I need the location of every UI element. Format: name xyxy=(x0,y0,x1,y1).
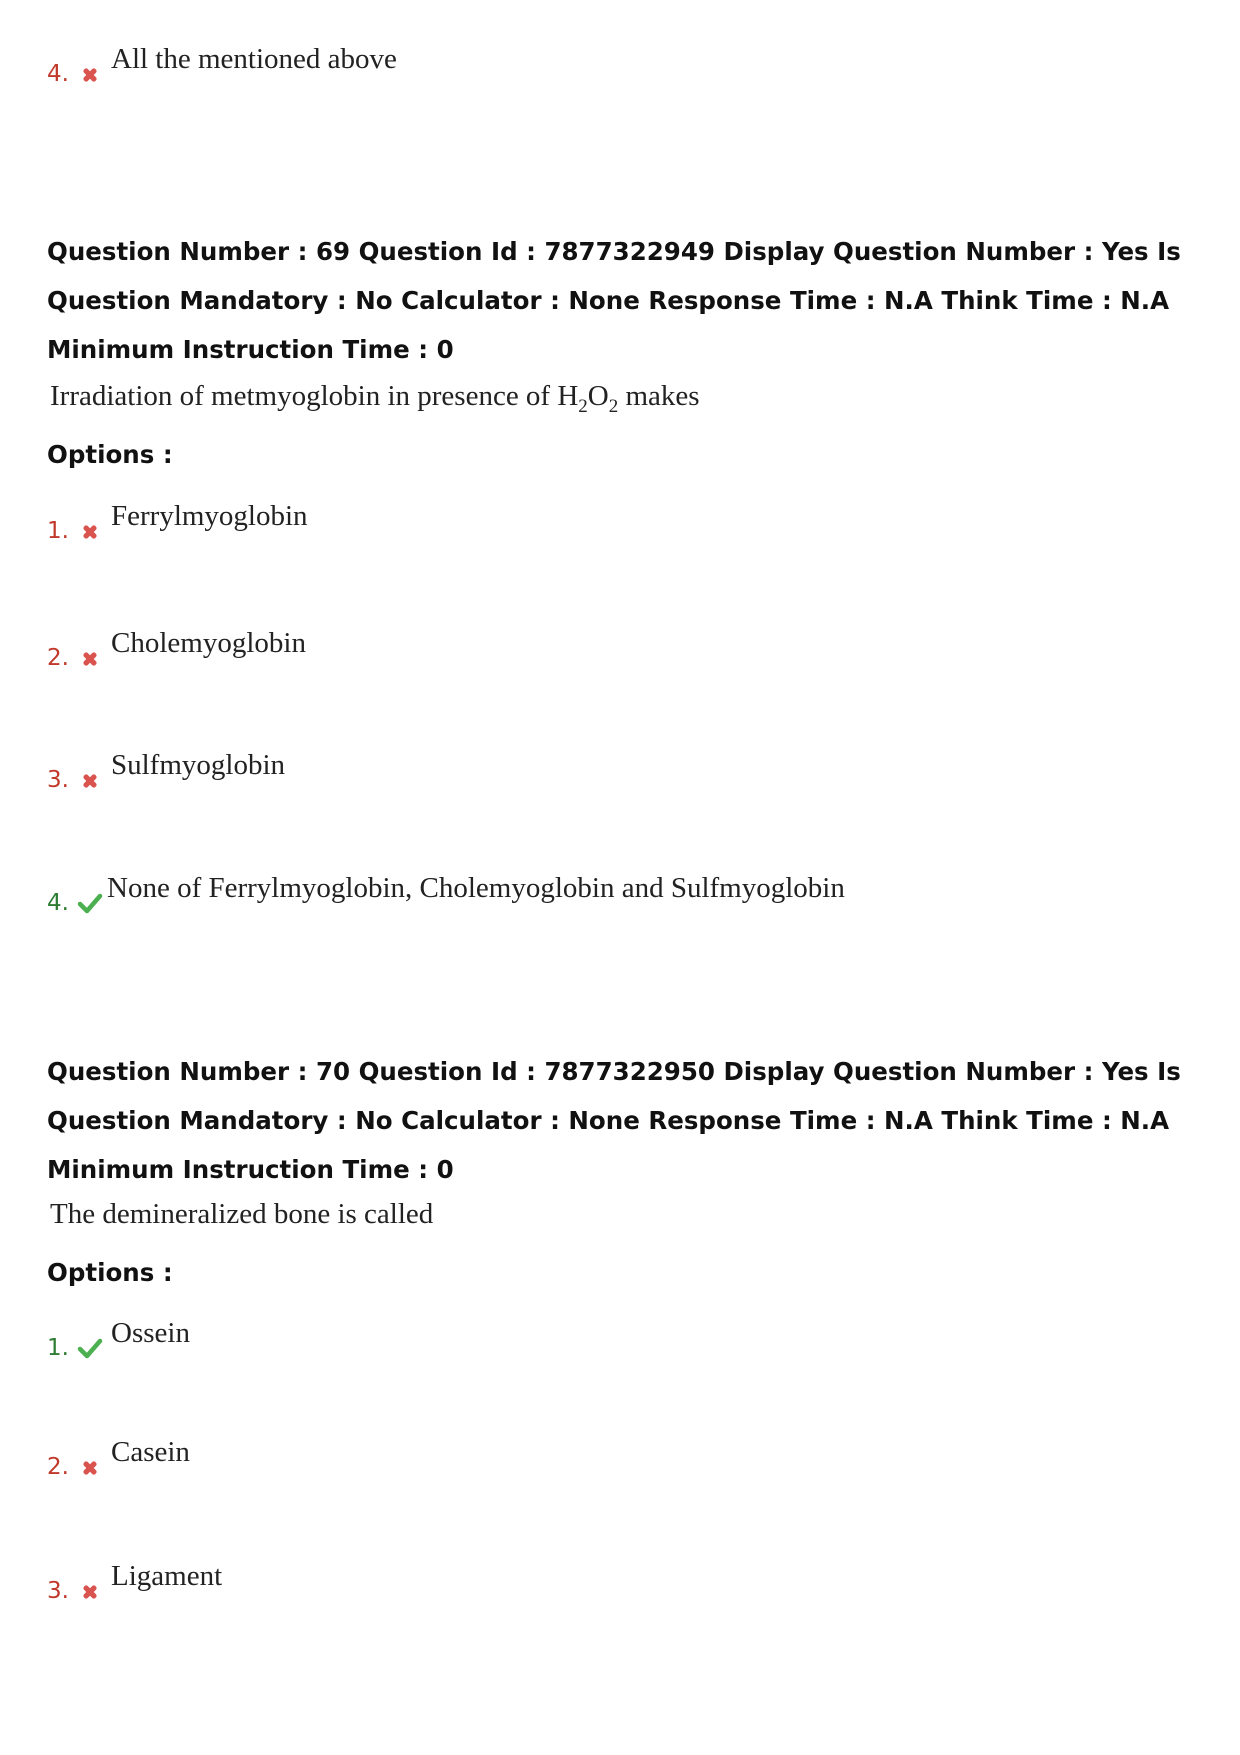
option-number: 2. xyxy=(47,1454,69,1480)
correct-icon xyxy=(77,890,103,916)
option-row xyxy=(47,749,286,794)
option-number: 1. xyxy=(47,518,69,544)
option-text: All the mentioned above xyxy=(111,43,397,75)
option-text: Ferrylmyoglobin xyxy=(111,500,308,532)
option-number: 2. xyxy=(47,645,69,671)
wrong-icon xyxy=(77,767,103,793)
question-text-part: O xyxy=(587,380,609,412)
option-number: 3. xyxy=(47,1578,69,1604)
option-row xyxy=(47,627,306,672)
question-text-part: Irradiation of metmyoglobin in presence of H xyxy=(50,380,579,412)
option-text: Casein xyxy=(111,1436,190,1468)
option-number: 4. xyxy=(47,61,69,87)
option-row xyxy=(47,1436,190,1481)
wrong-icon xyxy=(77,61,103,87)
option-row xyxy=(47,500,308,545)
question-meta: Question Number : 69 Question Id : 7877322949 Display Question Number : Yes Is Question Mandatory : No Calculator : None Response Time : N.A Think Time : N.A Minimum Instruction Time : 0 xyxy=(47,237,1181,364)
option-row xyxy=(47,872,845,917)
question-text-part: makes xyxy=(618,380,700,412)
question-text: The demineralized bone is called xyxy=(50,1198,434,1230)
option-number: 3. xyxy=(47,767,69,793)
option-text: Ossein xyxy=(111,1317,190,1349)
option-text: Ligament xyxy=(111,1560,223,1592)
correct-icon xyxy=(77,1335,103,1361)
options-label: Options : xyxy=(47,1258,173,1287)
wrong-icon xyxy=(77,1578,103,1604)
option-number: 4. xyxy=(47,890,69,916)
option-number: 1. xyxy=(47,1335,69,1361)
subscript: 2 xyxy=(608,395,619,417)
subscript: 2 xyxy=(578,395,588,417)
options-label: Options : xyxy=(47,440,173,469)
wrong-icon xyxy=(77,518,103,544)
option-text: Cholemyoglobin xyxy=(111,627,306,659)
option-row xyxy=(47,1317,190,1362)
question-text xyxy=(50,380,700,418)
wrong-icon xyxy=(77,645,103,671)
option-row xyxy=(47,1560,223,1605)
option-text: None of Ferrylmyoglobin, Cholemyoglobin and Sulfmyoglobin xyxy=(107,872,845,904)
wrong-icon xyxy=(77,1454,103,1480)
option-row xyxy=(47,43,397,88)
option-text: Sulfmyoglobin xyxy=(111,749,286,781)
question-meta: Question Number : 70 Question Id : 7877322950 Display Question Number : Yes Is Question Mandatory : No Calculator : None Response Time : N.A Think Time : N.A Minimum Instruction Time : 0 xyxy=(47,1057,1181,1184)
